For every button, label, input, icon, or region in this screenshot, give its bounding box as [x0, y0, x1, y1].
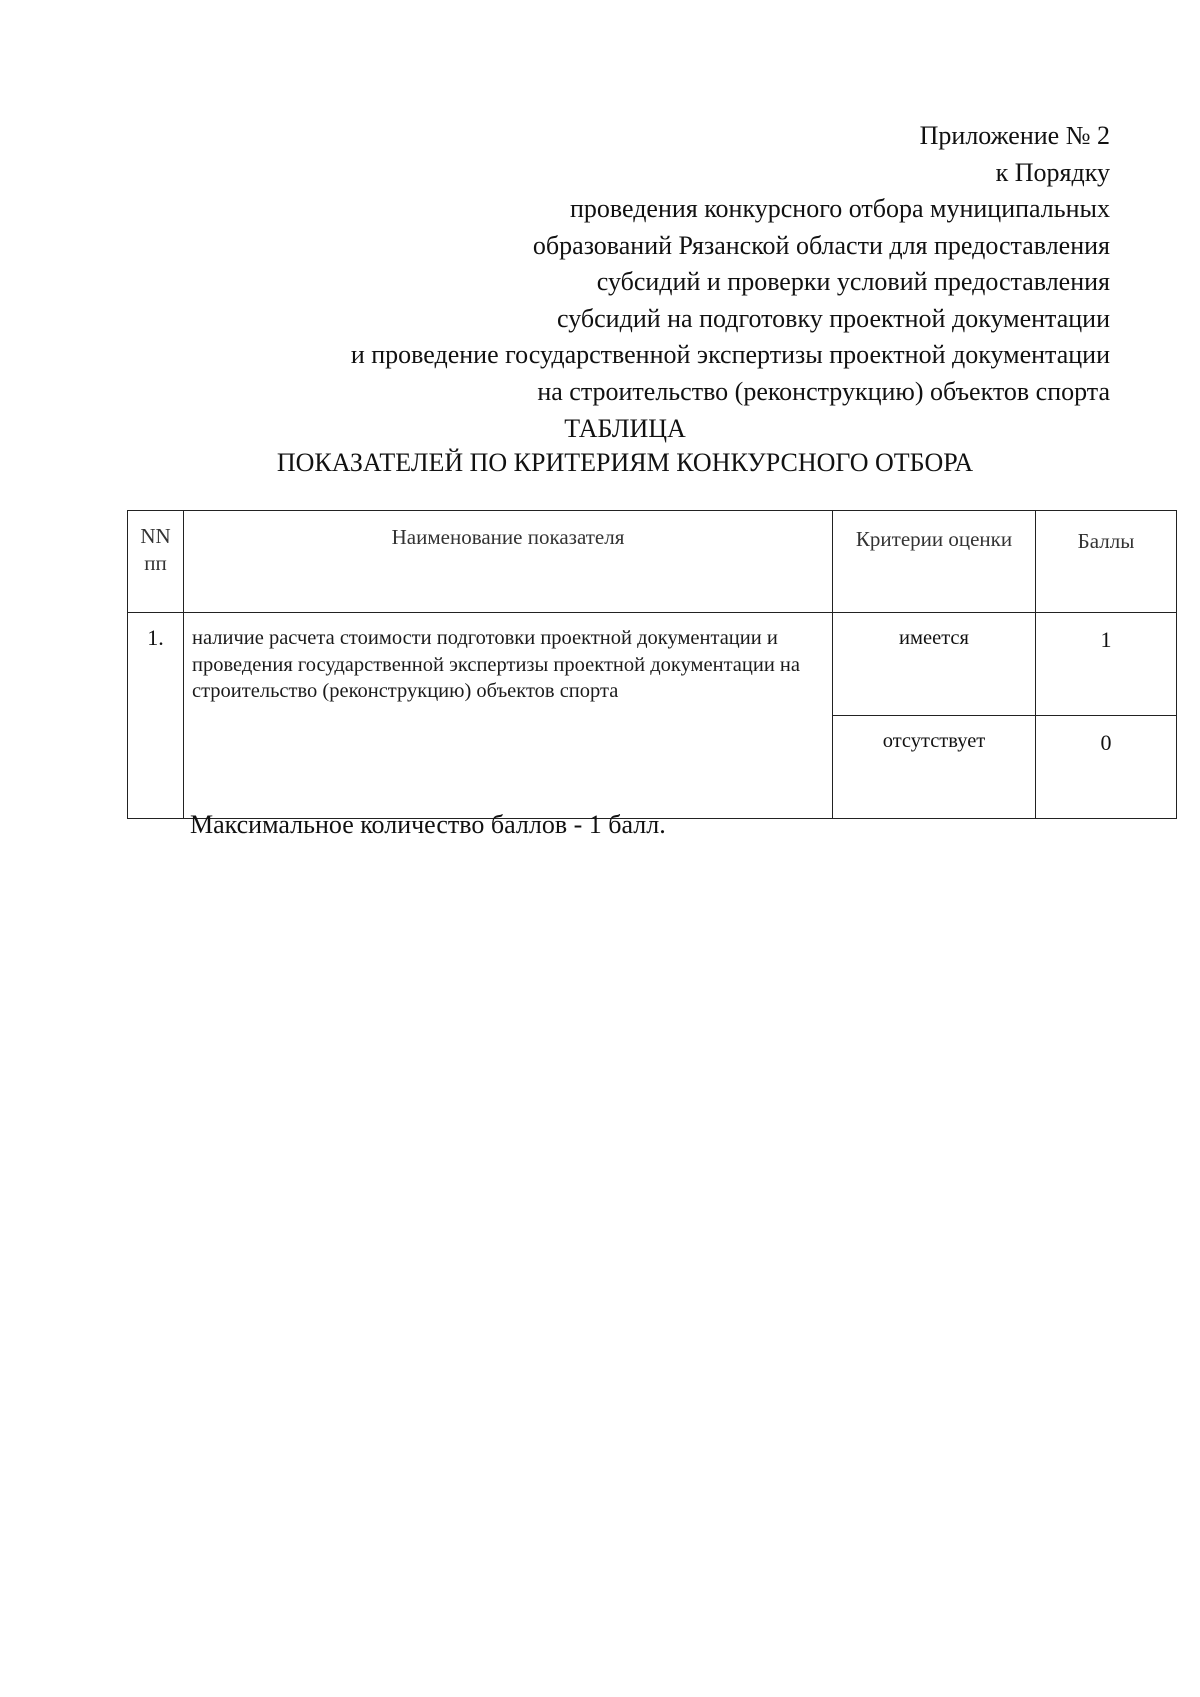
- row-criteria-cell: имеется: [833, 613, 1036, 716]
- header-num-line1: NN: [140, 524, 171, 548]
- header-name-cell: Наименование показателя: [184, 511, 833, 613]
- table-title-line1: ТАБЛИЦА: [564, 414, 686, 443]
- row-score-cell: 0: [1036, 716, 1177, 819]
- max-score-note: Максимальное количество баллов - 1 балл.: [190, 810, 666, 839]
- table-title: [0, 412, 1200, 480]
- header-score-cell: Баллы: [1036, 511, 1177, 613]
- appendix-line: проведения конкурсного отбора муниципальных: [569, 194, 1110, 223]
- appendix-line: Приложение № 2: [919, 121, 1110, 150]
- header-criteria-cell: Критерии оценки: [833, 511, 1036, 613]
- row-num-cell: 1.: [128, 613, 184, 819]
- table-row: [128, 613, 1177, 716]
- appendix-line: и проведение государственной экспертизы проектной документации: [350, 340, 1110, 369]
- row-score-cell: 1: [1036, 613, 1177, 716]
- criteria-table: [127, 510, 1177, 819]
- header-num-cell: [128, 511, 184, 613]
- table-title-line2: ПОКАЗАТЕЛЕЙ ПО КРИТЕРИЯМ КОНКУРСНОГО ОТБОРА: [276, 448, 974, 477]
- header-num-line2: пп: [144, 551, 167, 575]
- appendix-header: [110, 118, 1110, 410]
- appendix-line: субсидий и проверки условий предоставления: [596, 267, 1110, 296]
- appendix-line: образований Рязанской области для предоставления: [532, 230, 1110, 260]
- appendix-line: субсидий на подготовку проектной документации: [557, 303, 1110, 333]
- table-header-row: [128, 511, 1177, 613]
- row-criteria-cell: отсутствует: [833, 716, 1036, 819]
- appendix-line: к Порядку: [995, 157, 1110, 187]
- row-name-cell: наличие расчета стоимости подготовки проектной документации и проведения государственной экспертизы проектной документации на строительство (реконструкцию) объектов спорта: [184, 613, 833, 819]
- appendix-line: на строительство (реконструкцию) объектов спорта: [537, 376, 1110, 406]
